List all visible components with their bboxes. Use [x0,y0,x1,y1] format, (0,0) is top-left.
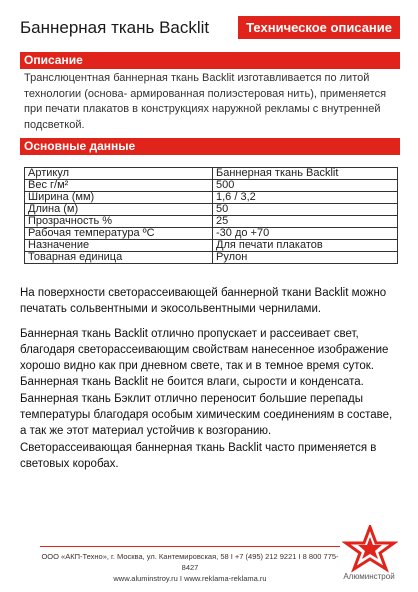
spec-value: Баннерная ткань Backlit [213,168,398,180]
specs-heading: Основные данные [20,138,400,154]
spec-row [25,240,398,252]
spec-row [25,252,398,264]
specs-table [24,167,398,264]
footer-divider [40,546,340,547]
paragraph-temperature: Баннерная ткань Бэклит отлично переносит большие перепады температуры благодаря особым химическим соединениям в составе, а так же этот материал устойчив к возгоранию. [20,393,393,437]
footer-address: ООО «АКП-Техно», г. Москва, ул. Кантемировская, 58 I +7 (495) 212 9221 I 8 800 775-8427 [41,552,339,572]
description-text: Транслюцентная баннерная ткань Backlit изготавливается по литой технологии (основа- армированная полиэстеровая нить), применяется при печати плакатов в конструкциях наружной рекламы с внутренней подсветкой. [24,72,387,131]
footer-websites: www.aluminstroy.ru I www.reklama-reklama.ru [113,574,267,583]
spec-row [25,204,398,216]
logo-caption: Алюминстрой [343,572,395,581]
spec-value: 25 [213,216,398,228]
spec-value: 500 [213,180,398,192]
spec-key: Артикул [25,168,213,180]
spec-value: 50 [213,204,398,216]
paragraph-light: Баннерная ткань Backlit отлично пропускает и рассеивает свет, благодаря светорассеивающим свойствам нанесенное изображение хорошо видно как при дневном свете, так и в темное время суток. Баннерная ткань Backlit не боится влаги, сырости и конденсата. [20,328,389,388]
paragraph-inks: На поверхности светорассеивающей баннерной ткани Backlit можно печатать сольвентными и экосольвентными чернилами. [20,287,387,315]
specs-divider [20,154,400,155]
spec-row [25,216,398,228]
description-heading: Описание [20,52,400,68]
spec-row [25,228,398,240]
spec-key: Вес г/м² [25,180,213,192]
document-header [20,16,400,46]
spec-key: Прозрачность % [25,216,213,228]
spec-key: Ширина (мм) [25,192,213,204]
tech-description-label: Техническое описание [238,16,400,39]
paragraph-lightbox: Светорассеивающая баннерная ткань Backlit часто применяется в световых коробах. [20,442,377,470]
spec-value: -30 до +70 [213,228,398,240]
footer-contacts [40,551,340,584]
document-title: Баннерная ткань Backlit [20,18,210,37]
spec-key: Рабочая температура ºС [25,228,213,240]
spec-key: Длина (м) [25,204,213,216]
spec-value: 1,6 / 3,2 [213,192,398,204]
spec-key: Товарная единица [25,252,213,264]
description-divider [20,68,400,69]
spec-value: Для печати плакатов [213,240,398,252]
spec-row [25,192,398,204]
spec-value: Рулон [213,252,398,264]
spec-row [25,180,398,192]
spec-row [25,168,398,180]
spec-key: Назначение [25,240,213,252]
